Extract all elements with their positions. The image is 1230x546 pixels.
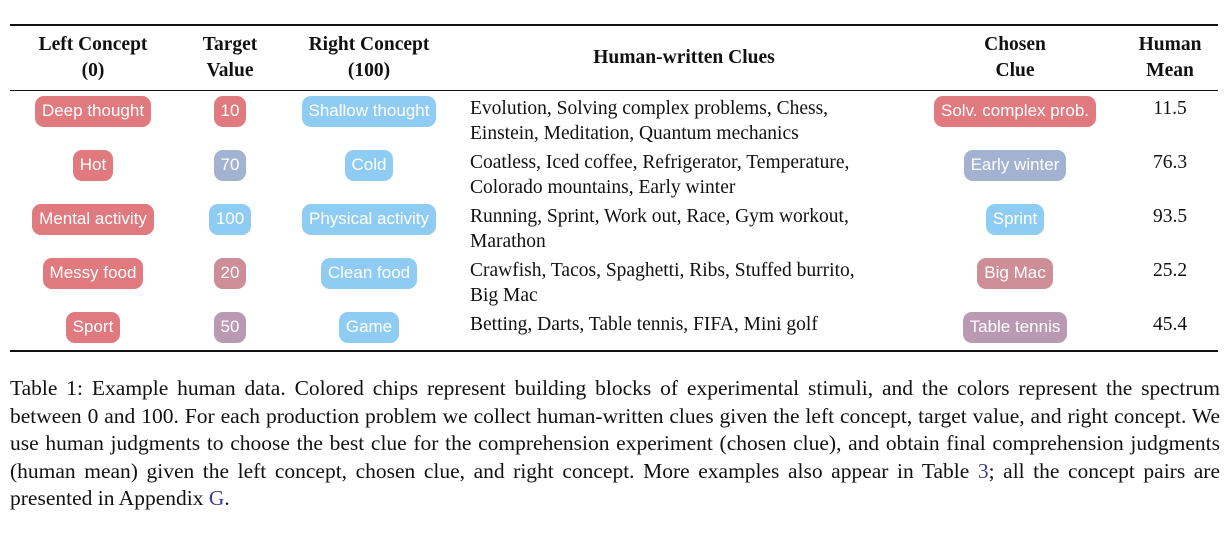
chosen-clue-chip: Big Mac [977, 258, 1052, 289]
table-row [10, 204, 1218, 258]
header-chosen-clue [920, 32, 1110, 84]
table-row [10, 96, 1218, 150]
clue-line: Betting, Darts, Table tennis, FIFA, Mini golf [470, 314, 818, 335]
target-value-chip: 50 [214, 312, 247, 343]
right-concept-chip: Physical activity [302, 204, 436, 235]
header-target-line1: Target [202, 34, 258, 55]
right-concept-chip: Cold [345, 150, 394, 181]
table-top-rule [10, 24, 1218, 26]
target-value-chip: 20 [214, 258, 247, 289]
clue-line: Big Mac [470, 285, 538, 306]
header-human-mean [1122, 32, 1218, 84]
chosen-clue-chip: Table tennis [963, 312, 1068, 343]
right-concept-chip: Game [339, 312, 399, 343]
header-left-concept-line1: Left Concept [38, 34, 148, 55]
human-clues-cell [470, 204, 849, 254]
human-clues-cell [470, 150, 849, 200]
human-mean-value: 25.2 [1152, 260, 1188, 281]
header-target-value [180, 32, 280, 84]
clue-line: Evolution, Solving complex problems, Chess, [470, 98, 829, 119]
clue-line: Marathon [470, 231, 546, 252]
header-mean-line1: Human [1138, 34, 1202, 55]
table-header-rule [10, 90, 1218, 91]
table-3-link[interactable]: 3 [977, 458, 989, 483]
table-bottom-rule [10, 350, 1218, 352]
left-concept-chip: Hot [73, 150, 113, 181]
appendix-g-link[interactable]: G [208, 486, 225, 510]
left-concept-chip: Mental activity [32, 204, 154, 235]
left-concept-chip: Deep thought [35, 96, 151, 127]
clue-line: Einstein, Meditation, Quantum mechanics [470, 123, 799, 144]
header-right-concept-line2: (100) [347, 60, 391, 81]
header-left-concept-line2: (0) [81, 60, 105, 81]
clue-line: Running, Sprint, Work out, Race, Gym workout, [470, 206, 849, 227]
right-concept-chip: Clean food [321, 258, 417, 289]
caption-text: ; all the concept pairs are presented in Appendix [10, 458, 1220, 510]
header-right-concept-line1: Right Concept [308, 34, 430, 55]
caption-text: Table 1: Example human data. Colored chips represent building blocks of experimental stimuli, and the colors represent the spectrum between 0 and 100. For each production problem we collect human-written clues given the left concept, target value, and right concept. We use human judgments to choose the best clue for the comprehension experiment (chosen clue), and obtain final comprehension judgments (human mean) given the left concept, chosen clue, and right concept. More examples also appear in Table [10, 376, 1220, 483]
clue-line: Colorado mountains, Early winter [470, 177, 736, 198]
human-clues-cell [470, 96, 828, 146]
table-caption [10, 375, 1220, 513]
table-row [10, 150, 1218, 204]
table-row [10, 258, 1218, 312]
target-value-chip: 70 [214, 150, 247, 181]
human-mean-value: 45.4 [1152, 314, 1188, 335]
header-right-concept [286, 32, 452, 84]
right-concept-chip: Shallow thought [302, 96, 437, 127]
left-concept-chip: Sport [66, 312, 121, 343]
target-value-chip: 10 [214, 96, 247, 127]
human-clues-cell [470, 258, 855, 308]
header-human-clues [466, 45, 902, 71]
header-clues-line1: Human-written Clues [593, 47, 775, 68]
chosen-clue-chip: Solv. complex prob. [934, 96, 1096, 127]
header-chosen-line1: Chosen [984, 34, 1046, 55]
table-row [10, 312, 1218, 366]
clue-line: Coatless, Iced coffee, Refrigerator, Temperature, [470, 152, 850, 173]
clue-line: Crawfish, Tacos, Spaghetti, Ribs, Stuffed burrito, [470, 260, 855, 281]
header-chosen-line2: Clue [995, 60, 1035, 81]
header-mean-line2: Mean [1146, 60, 1194, 81]
left-concept-chip: Messy food [43, 258, 144, 289]
target-value-chip: 100 [209, 204, 251, 235]
chosen-clue-chip: Sprint [986, 204, 1044, 235]
chosen-clue-chip: Early winter [964, 150, 1067, 181]
header-target-line2: Value [206, 60, 254, 81]
human-clues-cell [470, 312, 818, 337]
caption-text: . [224, 486, 230, 510]
human-mean-value: 76.3 [1152, 152, 1188, 173]
header-left-concept [10, 32, 176, 84]
human-mean-value: 11.5 [1153, 98, 1187, 119]
human-mean-value: 93.5 [1152, 206, 1188, 227]
